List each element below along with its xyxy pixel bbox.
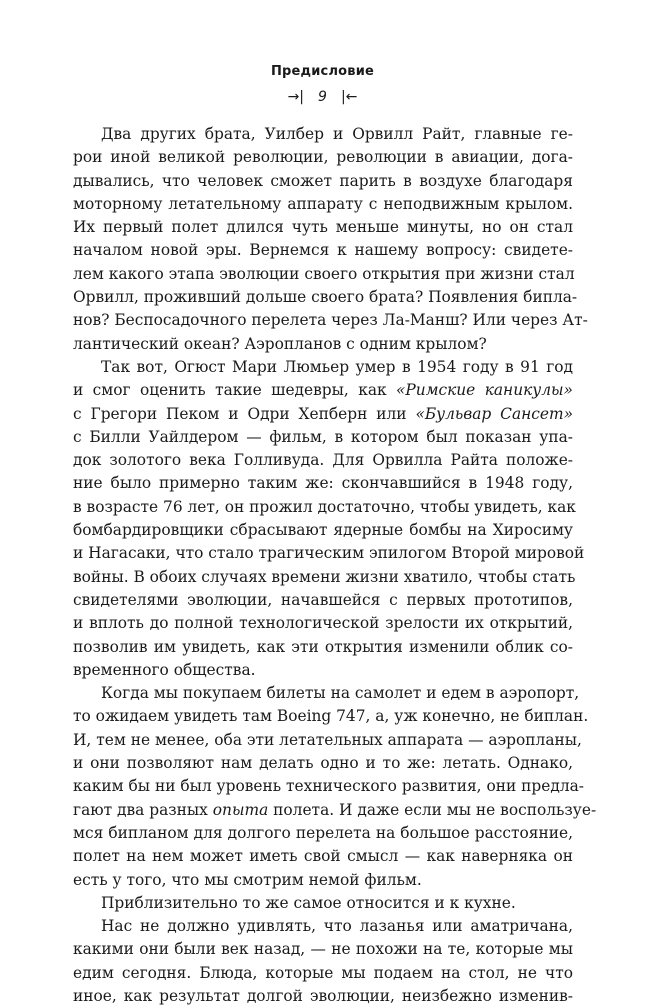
text-line: и они позволяют нам делать одно и то же: летать. Однако, (73, 754, 573, 773)
text-line: в возрасте 76 лет, он прожил достаточно, чтобы увидеть, как (73, 497, 576, 516)
text-line: бомбардировщики сбрасывают ядерные бомбы на Хиросиму (73, 521, 573, 540)
text-line: временного общества. (73, 660, 256, 679)
text-line: ние было примерно таким же: скончавшийся в 1948 году, (73, 474, 573, 493)
page-number: 9 (318, 89, 327, 105)
nav-left-mark: →| (287, 89, 305, 105)
text-line: иное, как результат долгой эволюции, неизбежно изменив- (73, 986, 573, 1005)
text-line: каким бы ни был уровень технического развития, они предла- (73, 777, 584, 796)
paragraph (73, 682, 597, 892)
text-line: рои иной великой революции, революции в авиации, дога- (73, 148, 573, 167)
text-line: то ожидаем увидеть там Boeing 747, а, уж конечно, не биплан. (73, 707, 589, 726)
paragraph (73, 915, 573, 1008)
text-line: Так вот, Огюст Мари Люмьер умер в 1954 году в 91 год (101, 357, 573, 376)
nav-right-mark: |← (340, 89, 358, 105)
text-line: гают два разных опыта полета. И даже если мы не воспользуе- (73, 800, 597, 819)
text-line: Когда мы покупаем билеты на самолет и едем в аэропорт, (101, 684, 580, 703)
text-line: войны. В обоих случаях времени жизни хватило, чтобы стать (73, 567, 576, 586)
text-line: лантический океан? Аэропланов с одним крылом? (73, 334, 487, 353)
text-line: моторному летательному аппарату с неподвижным крылом. (73, 194, 573, 213)
text-line: есть у того, что мы смотрим немой фильм. (73, 870, 422, 889)
paragraph (73, 892, 573, 915)
text-line: Нас не должно удивлять, что лазанья или аматричана, (101, 917, 573, 936)
text-line: Два других брата, Уилбер и Орвилл Райт, главные ге- (101, 125, 573, 143)
text-line: едим сегодня. Блюда, которые мы подаем на стол, не что (73, 963, 573, 982)
text-line: началом новой эры. Вернемся к нашему вопросу: свидете- (73, 241, 573, 260)
text-line: и Нагасаки, что стало трагическим эпилогом Второй мировой (73, 544, 585, 563)
paragraph (73, 356, 585, 682)
text-line: Приблизительно то же самое относится и к кухне. (101, 893, 516, 912)
section-title: Предисловие (270, 64, 375, 79)
text-line: мся бипланом для долгого перелета на большое расстояние, (73, 823, 573, 842)
text-line: док золотого века Голливуда. Для Орвилла Райта положе- (73, 451, 573, 470)
text-line: Орвилл, проживший дольше своего брата? Появления бипла- (73, 288, 578, 307)
text-line: с Грегори Пеком и Одри Хепберн или «Бульвар Сансет» (73, 404, 573, 423)
text-line: И, тем не менее, оба эти летательных аппарата — аэропланы, (73, 730, 582, 749)
paragraph (73, 123, 588, 356)
text-line: нов? Беспосадочного перелета через Ла-Манш? Или через Ат- (73, 311, 588, 330)
text-line: позволив им увидеть, как эти открытия изменили облик со- (73, 637, 573, 656)
text-line: полет на нем может иметь свой смысл — как наверняка он (73, 847, 573, 866)
body-text (73, 123, 597, 1008)
text-line: и смог оценить такие шедевры, как «Римские каникулы» (73, 381, 573, 400)
text-line: дывались, что человек сможет парить в воздухе благодаря (73, 171, 573, 190)
text-line: лем какого этапа эволюции своего открытия при жизни стал (73, 264, 575, 283)
page-number-marker (0, 89, 645, 105)
text-line: свидетелями эволюции, начавшейся с первых прототипов, (73, 590, 573, 609)
page-header (0, 64, 645, 105)
text-line: Их первый полет длился чуть меньше минуты, но он стал (73, 218, 573, 237)
text-line: какими они были век назад, — не похожи на те, которые мы (73, 940, 573, 959)
text-line: с Билли Уайлдером — фильм, в котором был показан упа- (73, 427, 573, 446)
text-line: и вплоть до полной технологической зрелости их открытий, (73, 614, 573, 633)
